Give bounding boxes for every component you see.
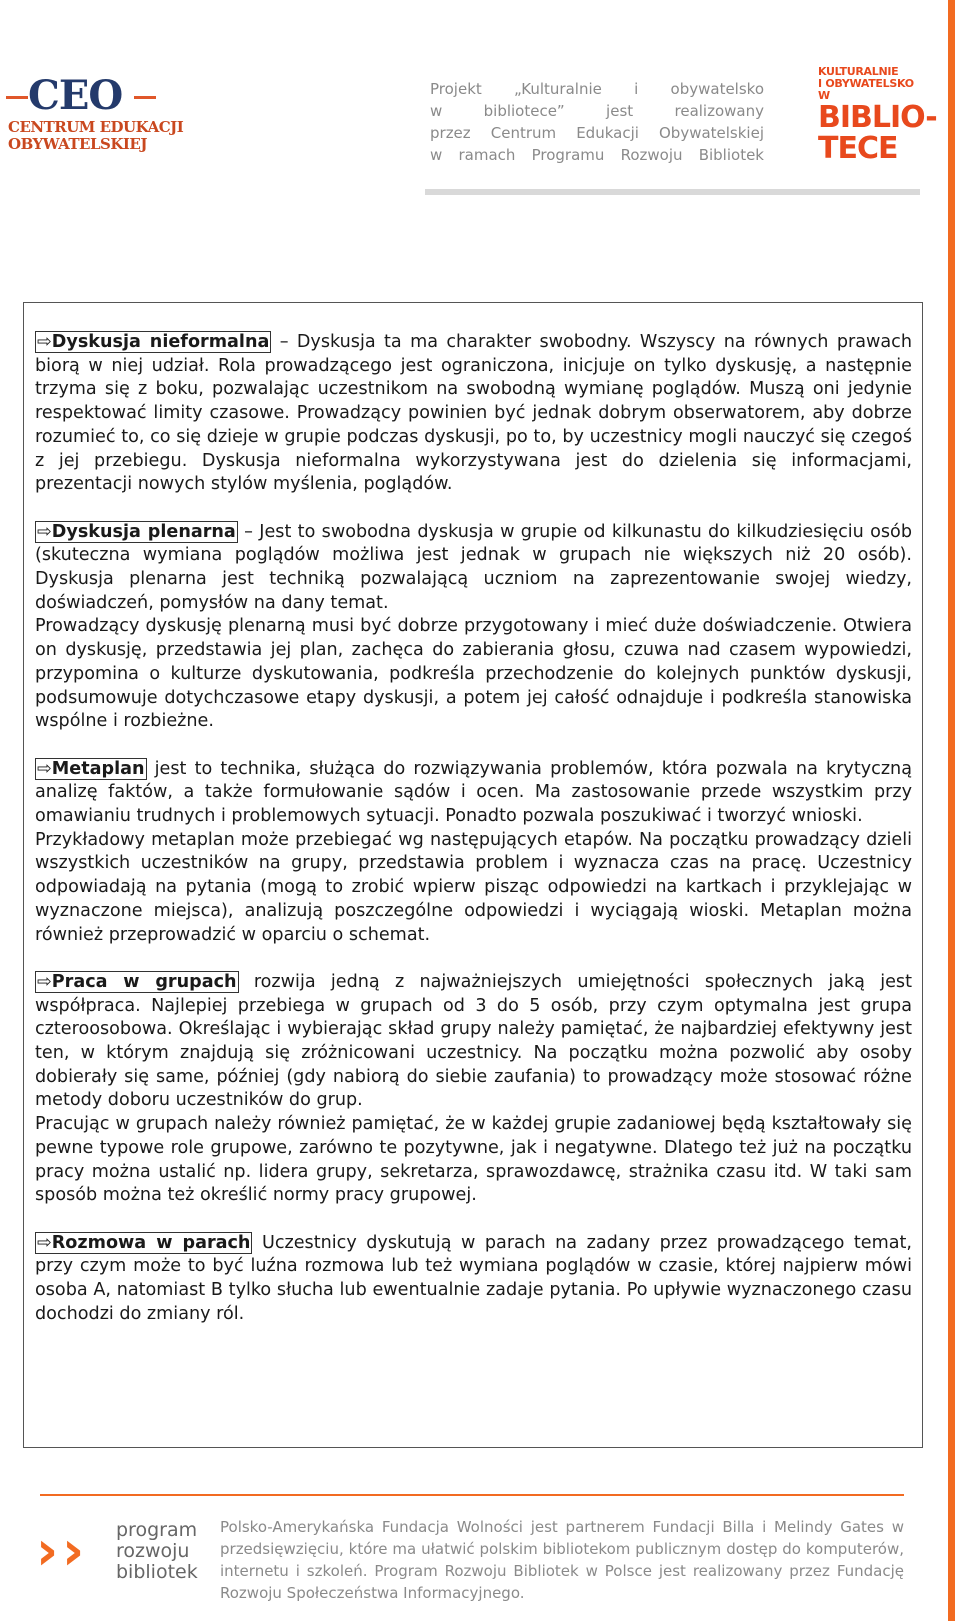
kulturalnie-logo-big1: BIBLIO- (818, 100, 937, 135)
chevron-right-icon: › (62, 1519, 85, 1582)
project-line: Projekt „Kulturalnie i obywatelsko (430, 80, 764, 98)
kulturalnie-logo-big2: TECE (818, 131, 898, 166)
section-paragraph-more: Pracując w grupach należy również pamiętać, że w każdej grupie zadaniowej będą kształtowały się pewne typowe role grupowe, zarówno te pozytywne, jak i negatywne. Dlatego też już na początku pracy można ustalić np. lidera grupy, sekretarza, sprawozdawcę, strażnika czasu itd. W taki sam sposób można też określić normy pracy grupowej. (35, 1114, 912, 1206)
term-text: Praca w grupach (51, 971, 237, 992)
arrow-right-outline-icon: ⇨ (37, 1232, 52, 1253)
term-label (35, 331, 271, 353)
section-dyskusja-plenarna (35, 521, 912, 734)
section-dyskusja-nieformalna (35, 331, 912, 497)
prb-logo-line: program (116, 1519, 198, 1541)
kulturalnie-logo-line2: I OBYWATELSKO (818, 77, 914, 90)
term-label (35, 758, 147, 780)
arrow-right-outline-icon: ⇨ (37, 332, 52, 352)
project-line: w bibliotece” jest realizowany (430, 102, 764, 120)
term-label (35, 971, 239, 993)
section-paragraph-more: Przykładowy metaplan może przebiegać wg następujących etapów. Na początku prowadzący dzieli wszystkich uczestników na grupy, przedstawia problem i wyznacza czas na pracę. Uczestnicy odpowiadają na pytania (mogą to zrobić wpierw pisząc odpowiedzi na kartkach i przyklejając w wyznaczone miejsca), analizują poszczególne odpowiedzi i wyciągają wioski. Metaplan można również przeprowadzić w oparciu o schemat. (35, 829, 912, 945)
term-text: Dyskusja plenarna (51, 521, 236, 542)
ceo-logo-line1: CENTRUM EDUKACJI (8, 118, 184, 136)
chevron-right-icon: › (36, 1519, 59, 1582)
kulturalnie-logo-line1: KULTURALNIE (818, 65, 899, 78)
section-text: rozwija jedną z najważniejszych umiejętności społecznych jaką jest współpraca. Najlepiej przebiega w grupach od 3 do 5 osób, przy czym optymalna jest grupa czteroosobowa. Określając i wybierając skład grupy należy pamiętać, że najbardziej efektywny jest ten, w którym znajdują się zróżnicowani uczestnicy. Na początku można pozwolić aby osoby dobierały się same, później (gdy nabiorą do siebie zaufania) to prowadzący może stosować różne metody doboru uczestników do grup. (35, 971, 912, 1111)
section-paragraph (35, 971, 912, 1113)
project-line: w ramach Programu Rozwoju Bibliotek (430, 146, 764, 164)
section-paragraph (35, 1232, 912, 1327)
term-label (35, 521, 238, 543)
section-paragraph-more: Prowadzący dyskusję plenarną musi być dobrze przygotowany i mieć duże doświadczenie. Otwiera on dyskusję, przedstawia jej plan, zachęca do zabierania głosu, czuwa nad czasem wypowiedzi, przypomina o kulturze dyskutowania, podkreśla przechodzenie do kolejnych punktów dyskusji, podsumowuje dotychczasowe etapy dyskusji, a potem jej całość odnajduje i podkreśla stanowiska wspólne i rozbieżne. (35, 616, 912, 732)
project-description (430, 78, 764, 166)
term-label (35, 1232, 252, 1254)
header-divider (425, 189, 920, 195)
prb-logo-line: bibliotek (116, 1561, 198, 1583)
logo-accent-line (134, 96, 156, 99)
program-rozwoju-bibliotek-logo (36, 1518, 206, 1588)
section-paragraph (35, 521, 912, 616)
prb-logo-line: rozwoju (116, 1540, 190, 1562)
kulturalnie-logo-line3: W (818, 89, 830, 102)
content-body (35, 331, 912, 1350)
ceo-logo-wordmark: CEO (28, 72, 123, 119)
prb-logo-text (116, 1520, 198, 1583)
section-rozmowa-w-parach (35, 1232, 912, 1327)
footer-divider (40, 1494, 904, 1496)
arrow-right-outline-icon: ⇨ (37, 758, 52, 779)
logo-accent-line (6, 96, 28, 99)
section-text: Uczestnicy dyskutują w parach na zadany przez prowadzącego temat, przy czym może to być luźna rozmowa lub też wymiana poglądów w czasie, której najpierw mówi osoba A, natomiast B tylko słucha lub ewentualnie zadaje pytania. Po upływie wyznaczonego czasu dochodzi do zmiany ról. (35, 1232, 912, 1324)
section-text: jest to technika, służąca do rozwiązywania problemów, która pozwala na krytyczną analizę faktów, a także formułowanie sądów i ocen. Ma zastosowanie przede wszystkim przy omawianiu trudnych i problemowych sytuacji. Ponadto pozwala poszukiwać i tworzyć wnioski. (35, 758, 912, 827)
term-text: Dyskusja nieformalna (51, 332, 270, 352)
section-text: – Jest to swobodna dyskusja w grupie od kilkunastu do kilkudziesięciu osób (skuteczna wymiana poglądów możliwa jest jednak w grupach nie większych niż 20 osób). Dyskusja plenarna jest techniką pozwalającą uczniom na zaprezentowanie swojej wiedzy, doświadczeń, pomysłów na dany temat. (35, 521, 912, 613)
section-praca-w-grupach (35, 971, 912, 1208)
orange-edge-bar (948, 0, 955, 1621)
term-text: Rozmowa w parach (51, 1232, 251, 1253)
section-text: – Dyskusja ta ma charakter swobodny. Wszyscy na równych prawach biorą w niej udział. Rola prowadzącego jest ograniczona, inicjuje on tylko dyskusję, a następnie trzyma się z boku, pozwalając uczestnikom na swobodną wymianę poglądów. Muszą oni jedynie respektować limity czasowe. Prowadzący powinien być jednak dobrym obserwatorem, aby dobrze rozumieć to, co się dzieje w grupie podczas dyskusji, po to, by uczestnicy mogli nauczyć się czegoś z jej przebiegu. Dyskusja nieformalna wykorzystywana jest do dzielenia się informacjami, prezentacji nowych stylów myślenia, poglądów. (35, 332, 912, 495)
kulturalnie-logo (818, 65, 937, 166)
section-metaplan (35, 758, 912, 948)
ceo-logo-line2: OBYWATELSKIEJ (8, 135, 147, 153)
arrow-right-outline-icon: ⇨ (37, 521, 52, 542)
arrow-right-outline-icon: ⇨ (37, 971, 52, 992)
section-paragraph (35, 331, 912, 497)
ceo-logo (6, 72, 184, 164)
footer-text: Polsko-Amerykańska Fundacja Wolności jest partnerem Fundacji Billa i Melindy Gates w przedsięwzięciu, które ma ułatwić polskim bibliotekom publicznym dostęp do komputerów, internetu i szkoleń. Program Rozwoju Bibliotek w Polsce jest realizowany przez Fundację Rozwoju Społeczeństwa Informacyjnego. (220, 1518, 904, 1602)
section-paragraph (35, 758, 912, 829)
term-text: Metaplan (51, 758, 145, 779)
project-line: przez Centrum Edukacji Obywatelskiej (430, 124, 764, 142)
